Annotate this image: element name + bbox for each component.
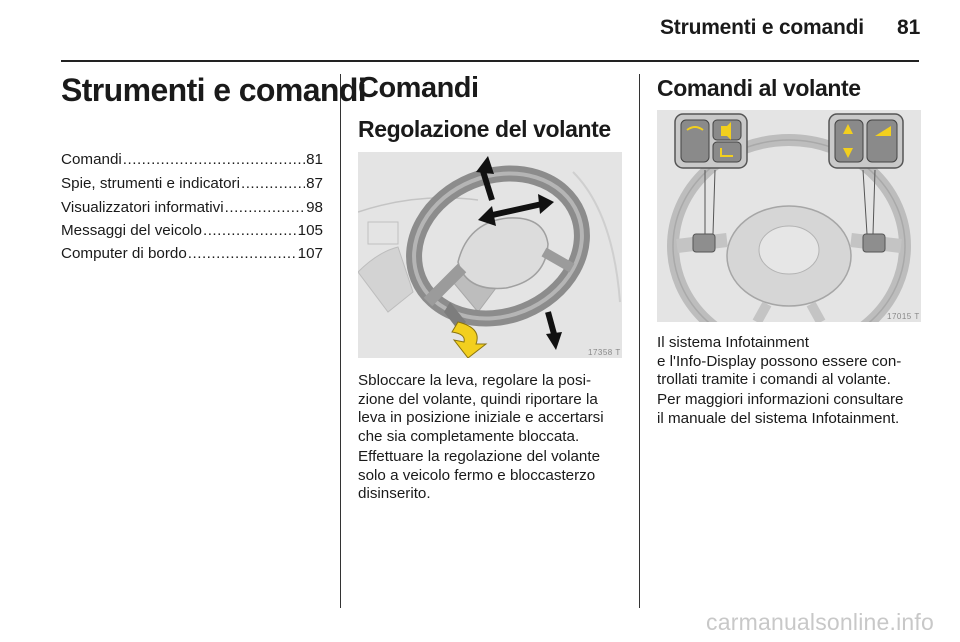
toc-leader	[241, 175, 305, 192]
toc-leader	[225, 199, 305, 216]
toc-label: Comandi	[61, 151, 122, 168]
toc-entry[interactable]	[61, 222, 323, 239]
toc-page: 87	[306, 175, 323, 192]
body-paragraph: Sbloccare la leva, regolare la posi- zione del volante, quindi riportare la leva in posizione iniziale e accertarsi che sia completamente bloccata.	[358, 372, 604, 445]
toc-page: 105	[297, 222, 323, 239]
toc-label: Messaggi del veicolo	[61, 222, 202, 239]
toc-leader	[188, 245, 297, 262]
column-divider-right	[639, 74, 640, 608]
watermark: carmanualsonline.info	[706, 609, 934, 635]
steering-wheel-controls-illustration	[657, 110, 921, 322]
toc-label: Visualizzatori informativi	[61, 199, 224, 216]
page-number: 81	[897, 16, 921, 39]
toc-entry[interactable]	[61, 151, 323, 168]
toc-label: Computer di bordo	[61, 245, 187, 262]
toc-page: 98	[306, 199, 323, 216]
toc-entry[interactable]	[61, 175, 323, 192]
body-paragraph: Il sistema Infotainment e l'Info-Display possono essere con- trollati tramite i comandi al volante.	[657, 334, 902, 388]
chapter-title: Strumenti e comandi	[61, 72, 367, 108]
running-title: Strumenti e comandi	[660, 16, 864, 39]
header-rule	[61, 60, 919, 62]
column-divider-left	[340, 74, 341, 608]
body-paragraph: Per maggiori informazioni consultare il manuale del sistema Infotainment.	[657, 391, 904, 427]
section-heading: Comandi	[358, 72, 479, 104]
figure-code: 17015 T	[887, 312, 920, 321]
toc-entry[interactable]	[61, 245, 323, 262]
steering-adjustment-illustration	[358, 152, 622, 358]
toc-page: 107	[297, 245, 323, 262]
toc-page: 81	[306, 151, 323, 168]
toc-label: Spie, strumenti e indicatori	[61, 175, 240, 192]
section-heading: Comandi al volante	[657, 75, 861, 101]
toc-leader	[123, 151, 305, 168]
subsection-heading: Regolazione del volante	[358, 116, 611, 142]
toc-leader	[203, 222, 297, 239]
figure-code: 17358 T	[588, 348, 621, 357]
body-paragraph: Effettuare la regolazione del volante solo a veicolo fermo e bloccasterzo disinserito.	[358, 448, 601, 502]
toc-entry[interactable]	[61, 199, 323, 216]
